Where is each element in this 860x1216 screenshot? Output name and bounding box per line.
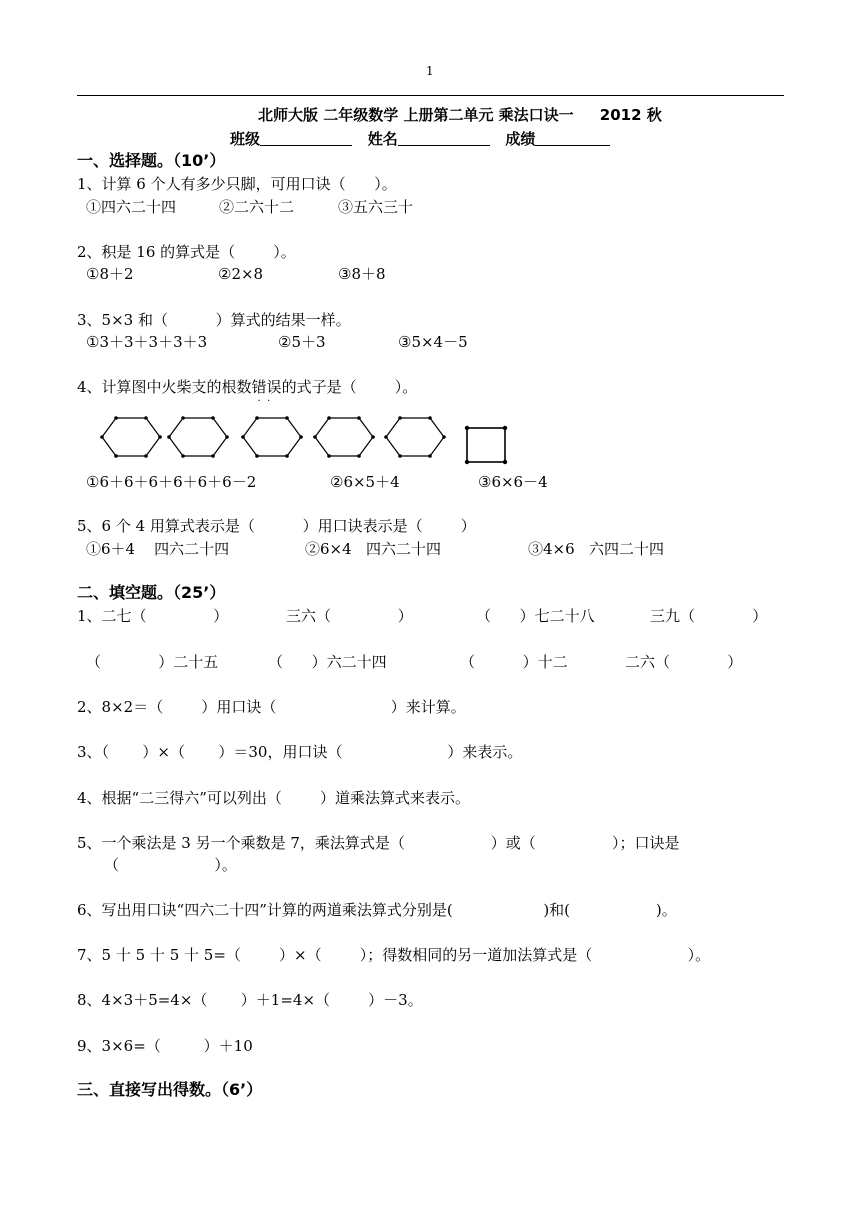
fill-q1-item-2: 三六（ ） (286, 607, 413, 625)
choice-q4-option-3: ③6×6－4 (478, 473, 548, 491)
name-blank[interactable] (398, 131, 490, 146)
worksheet-title: 北师大版 二年级数学 上册第二单元 乘法口诀一 2012 秋 (258, 106, 662, 124)
fill-q1-item-8: 二六（ ） (625, 653, 743, 671)
choice-q1-option-1: ①四六二十四 (86, 198, 177, 216)
fill-q9: 9、3×6=（ ）＋10 (77, 1037, 253, 1055)
choice-q5-option-1: ①6＋4 四六二十四 (86, 540, 230, 558)
class-blank[interactable] (260, 131, 352, 146)
hexagon-figure-3 (243, 418, 301, 456)
fill-q7: 7、5 十 5 十 5 十 5=（ ）×（ ）；得数相同的另一道加法算式是（ ）。 (77, 946, 711, 964)
emphasis-word: 错误 · · (252, 378, 282, 396)
emphasis-dots: · · (257, 396, 271, 407)
hexagon-figure-1 (102, 418, 160, 456)
choice-q1-option-2: ②二六十二 (219, 198, 295, 216)
score-label: 成绩 (505, 130, 536, 148)
choice-q3-option-1: ①3＋3＋3＋3＋3 (86, 333, 208, 351)
hexagon-figure-4 (315, 418, 373, 456)
score-blank[interactable] (535, 131, 610, 146)
choice-q5-option-2: ②6×4 四六二十四 (305, 540, 441, 558)
fill-q1-item-6: （ ）六二十四 (268, 653, 387, 671)
fill-q1-item-1: 1、二七（ ） (77, 607, 229, 625)
choice-q2-option-2: ②2×8 (218, 265, 264, 283)
choice-q4-option-1: ①6＋6＋6＋6＋6＋6－2 (86, 473, 257, 491)
class-label: 班级 (230, 130, 261, 148)
fill-q1-item-5: （ ）二十五 (86, 653, 219, 671)
choice-q4-stem: 4、计算图中火柴支的根数错误 · · 的式子是（ ）。 (77, 378, 417, 396)
section-title-choice: 一、选择题。（10’） (77, 151, 226, 170)
fill-q2: 2、8×2＝（ ）用口诀（ ）来计算。 (77, 698, 466, 716)
choice-q3-stem: 3、5×3 和（ ）算式的结果一样。 (77, 311, 351, 329)
header-rule (77, 95, 784, 96)
fill-q8: 8、4×3＋5=4×（ ）＋1=4×（ ）－3。 (77, 991, 423, 1009)
choice-q2-stem: 2、积是 16 的算式是（ ）。 (77, 243, 296, 261)
fill-q4: 4、根据“二三得六”可以列出（ ）道乘法算式来表示。 (77, 789, 471, 807)
page-number: 1 (426, 64, 434, 78)
fill-q6: 6、写出用口诀“四六二十四”计算的两道乘法算式分别是( )和( )。 (77, 901, 677, 919)
choice-q3-option-3: ③5×4－5 (398, 333, 468, 351)
choice-q1-stem: 1、计算 6 个人有多少只脚，可用口诀（ ）。 (77, 175, 397, 193)
square-figure (467, 428, 505, 462)
student-info-line (230, 130, 610, 148)
matchstick-figures (95, 410, 535, 470)
choice-q2-option-1: ①8＋2 (86, 265, 134, 283)
choice-q1-option-3: ③五六三十 (338, 198, 414, 216)
choice-q5-option-3: ③4×6 六四二十四 (528, 540, 664, 558)
fill-q5-line-1: 5、一个乘法是 3 另一个乘数是 7，乘法算式是（ ）或（ ）；口诀是 (77, 834, 680, 852)
fill-q1-item-3: （ ）七二十八 (476, 607, 595, 625)
fill-q1-item-7: （ ）十二 (460, 653, 568, 671)
section-title-fill: 二、填空题。（25’） (77, 583, 226, 602)
fill-q3: 3、（ ）×（ ）＝30，用口诀（ ）来表示。 (77, 743, 523, 761)
section-title-direct: 三、直接写出得数。（6’） (77, 1080, 263, 1099)
hexagon-figure-5 (386, 418, 444, 456)
name-label: 姓名 (367, 130, 398, 148)
match-heads (100, 416, 507, 464)
fill-q5-line-2: （ ）。 (104, 856, 237, 874)
fill-q1-item-4: 三九（ ） (650, 607, 768, 625)
choice-q2-option-3: ③8＋8 (338, 265, 386, 283)
choice-q3-option-2: ②5＋3 (278, 333, 326, 351)
choice-q5-stem: 5、6 个 4 用算式表示是（ ）用口诀表示是（ ） (77, 517, 476, 535)
hexagon-figure-2 (169, 418, 227, 456)
choice-q4-option-2: ②6×5＋4 (330, 473, 400, 491)
